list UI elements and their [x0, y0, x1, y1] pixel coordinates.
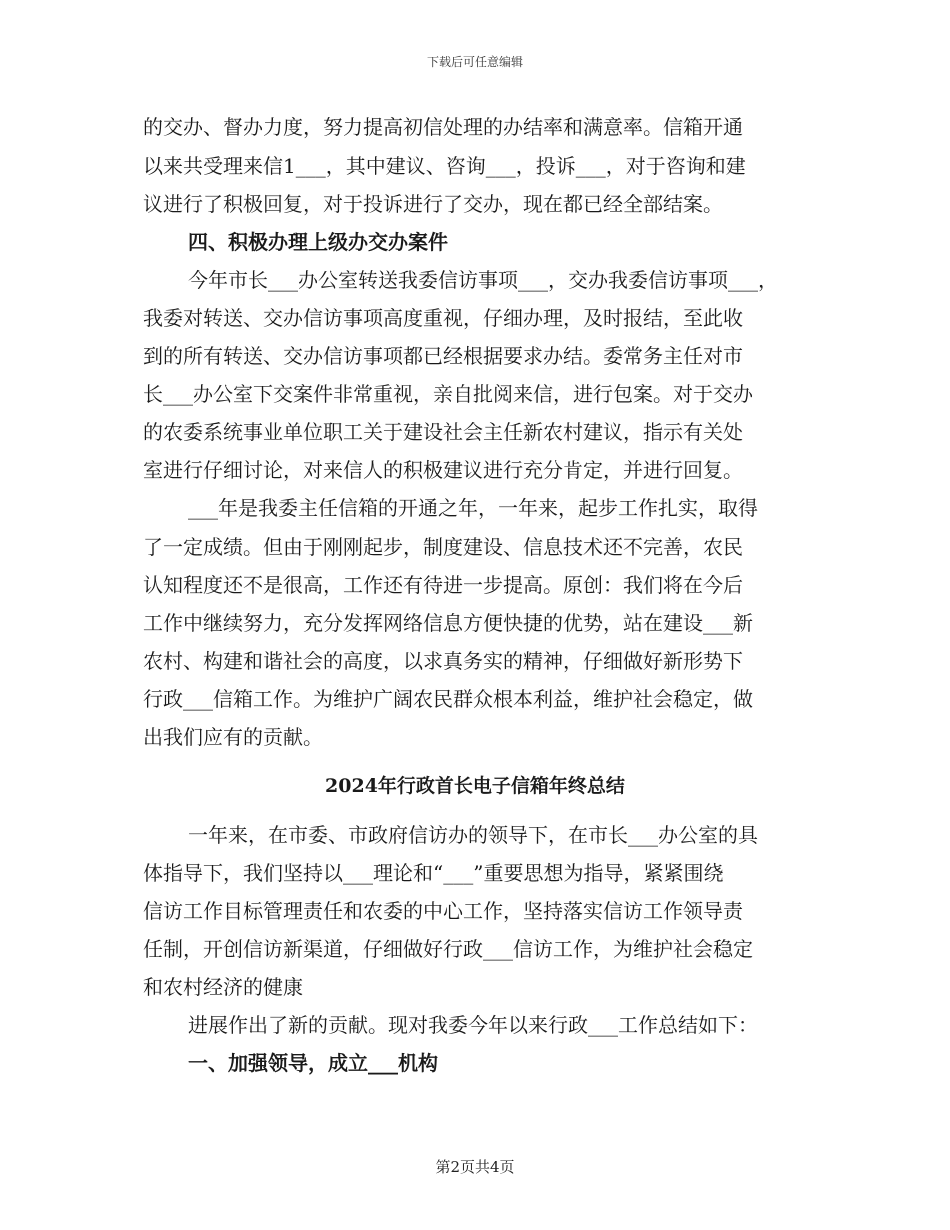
body-line: 农村、构建和谐社会的高度，以求真务实的精神，仔细做好新形势下 — [143, 649, 743, 673]
body-line: ___年是我委主任信箱的开通之年，一年来，起步工作扎实，取得 — [188, 496, 758, 520]
body-line: 我委对转送、交办信访事项高度重视，仔细办理，及时报结，至此收 — [143, 306, 743, 330]
body-line: 体指导下，我们坚持以___理论和“___”重要思想为指导，紧紧围绕 — [143, 861, 724, 885]
body-line: 以来共受理来信1___，其中建议、咨询___，投诉___，对于咨询和建 — [143, 154, 746, 178]
body-line: 的交办、督办力度，努力提高初信处理的办结率和满意率。信箱开通 — [143, 115, 743, 139]
body-line: 一年来，在市委、市政府信访办的领导下，在市长___办公室的具 — [188, 823, 758, 847]
body-line: 议进行了积极回复，对于投诉进行了交办，现在都已经全部结案。 — [143, 192, 723, 216]
body-line: 行政___信箱工作。为维护广阔农民群众根本利益，维护社会稳定，做 — [143, 687, 753, 711]
body-line: 任制，开创信访新渠道，仔细做好行政___信访工作，为维护社会稳定 — [143, 937, 753, 961]
section-heading: 四、积极办理上级办交办案件 — [188, 230, 448, 254]
body-line: 室进行仔细讨论，对来信人的积极建议进行充分肯定，并进行回复。 — [143, 458, 743, 482]
section-heading: 一、加强领导，成立___机构 — [188, 1051, 438, 1075]
body-line: 信访工作目标管理责任和农委的中心工作，坚持落实信访工作领导责 — [143, 899, 743, 923]
body-line: 今年市长___办公室转送我委信访事项___，交办我委信访事项___， — [188, 268, 778, 292]
page-number: 第2页共4页 — [435, 1158, 515, 1176]
body-line: 出我们应有的贡献。 — [143, 725, 323, 749]
body-line: 和农村经济的健康 — [143, 975, 303, 999]
page-header: 下载后可任意编辑 — [426, 55, 523, 69]
body-line: 长___办公室下交案件非常重视，亲自批阅来信，进行包案。对于交办 — [143, 382, 753, 406]
body-line: 到的所有转送、交办信访事项都已经根据要求办结。委常务主任对市 — [143, 344, 743, 368]
body-line: 了一定成绩。但由于刚刚起步，制度建设、信息技术还不完善，农民 — [143, 535, 743, 559]
body-line: 的农委系统事业单位职工关于建设社会主任新农村建议，指示有关处 — [143, 420, 743, 444]
body-line: 认知程度还不是很高，工作还有待进一步提高。原创：我们将在今后 — [143, 573, 743, 597]
body-line: 进展作出了新的贡献。现对我委今年以来行政___工作总结如下： — [188, 1013, 758, 1037]
body-line: 工作中继续努力，充分发挥网络信息方便快捷的优势，站在建设___新 — [143, 611, 753, 635]
document-title: 2024年行政首长电子信箱年终总结 — [325, 775, 625, 797]
